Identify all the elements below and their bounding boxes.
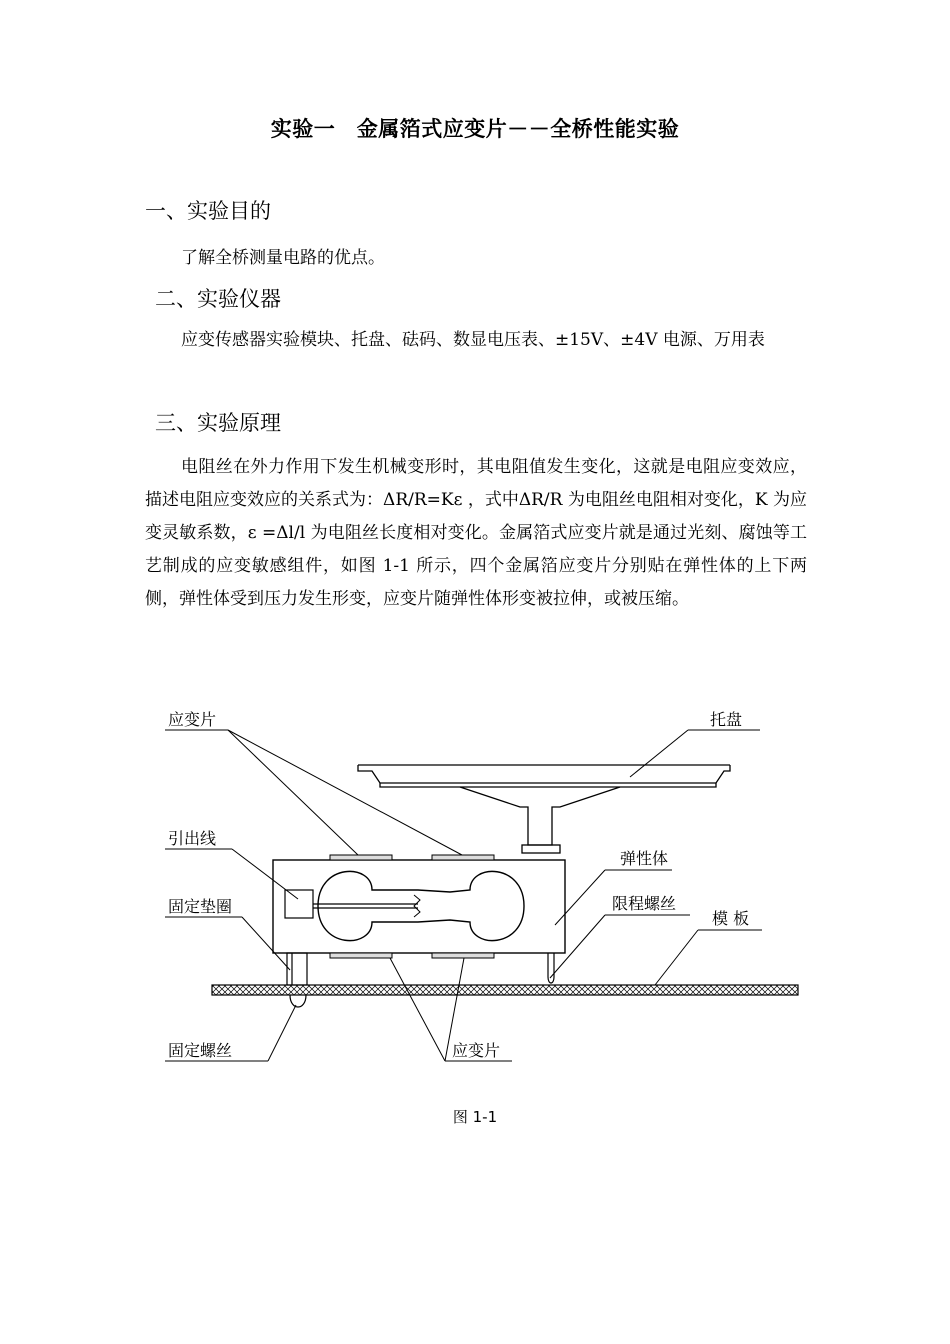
section-heading-principle: 三、实验原理 bbox=[155, 411, 281, 435]
label-strain-gauge-bottom: 应变片 bbox=[452, 1041, 501, 1060]
label-elastic-body: 弹性体 bbox=[620, 849, 669, 868]
section-heading-instruments: 二、实验仪器 bbox=[155, 287, 281, 311]
label-template: 模 板 bbox=[712, 909, 750, 928]
section-heading-purpose: 一、实验目的 bbox=[145, 199, 271, 223]
label-fixing-washer: 固定垫圈 bbox=[168, 897, 233, 916]
label-lead-wire: 引出线 bbox=[168, 829, 217, 848]
strain-gauge-pads bbox=[330, 855, 494, 958]
section-body-purpose: 了解全桥测量电路的优点。 bbox=[181, 248, 385, 268]
label-limit-screw: 限程螺丝 bbox=[612, 894, 677, 913]
lead-wire-shape bbox=[285, 890, 418, 918]
page-title: 实验一 金属箔式应变片－－全桥性能实验 bbox=[270, 117, 680, 141]
label-strain-gauge-top: 应变片 bbox=[168, 710, 217, 729]
section-body-instruments: 应变传感器实验模块、托盘、砝码、数显电压表、±15V、±4V 电源、万用表 bbox=[181, 330, 765, 350]
strain-gauge-diagram bbox=[150, 695, 810, 1075]
label-tray: 托盘 bbox=[710, 710, 743, 729]
label-fixing-screw: 固定螺丝 bbox=[168, 1041, 233, 1060]
section-body-principle: 电阻丝在外力作用下发生机械变形时，其电阻值发生变化，这就是电阻应变效应，描述电阻应变效应的关系式为：ΔR/R=Kε ，式中ΔR/R 为电阻丝电阻相对变化，K 为应变灵敏系数，ε =Δl/l 为电阻丝长度相对变化。金属箔式应变片就是通过光刻、腐蚀等工艺制成的应变敏感组件，如图 1-1 所示，四个金属箔应变片分别贴在弹性体的上下两侧，弹性体受到压力发生形变，应变片随弹性体形变被拉伸，或被压缩。 bbox=[145, 457, 807, 609]
elastic-body-shape bbox=[273, 860, 565, 953]
figure-caption: 图 1-1 bbox=[452, 1108, 498, 1126]
template-plate bbox=[212, 985, 798, 995]
fixing-parts bbox=[287, 953, 554, 1007]
tray-shape bbox=[358, 765, 730, 853]
